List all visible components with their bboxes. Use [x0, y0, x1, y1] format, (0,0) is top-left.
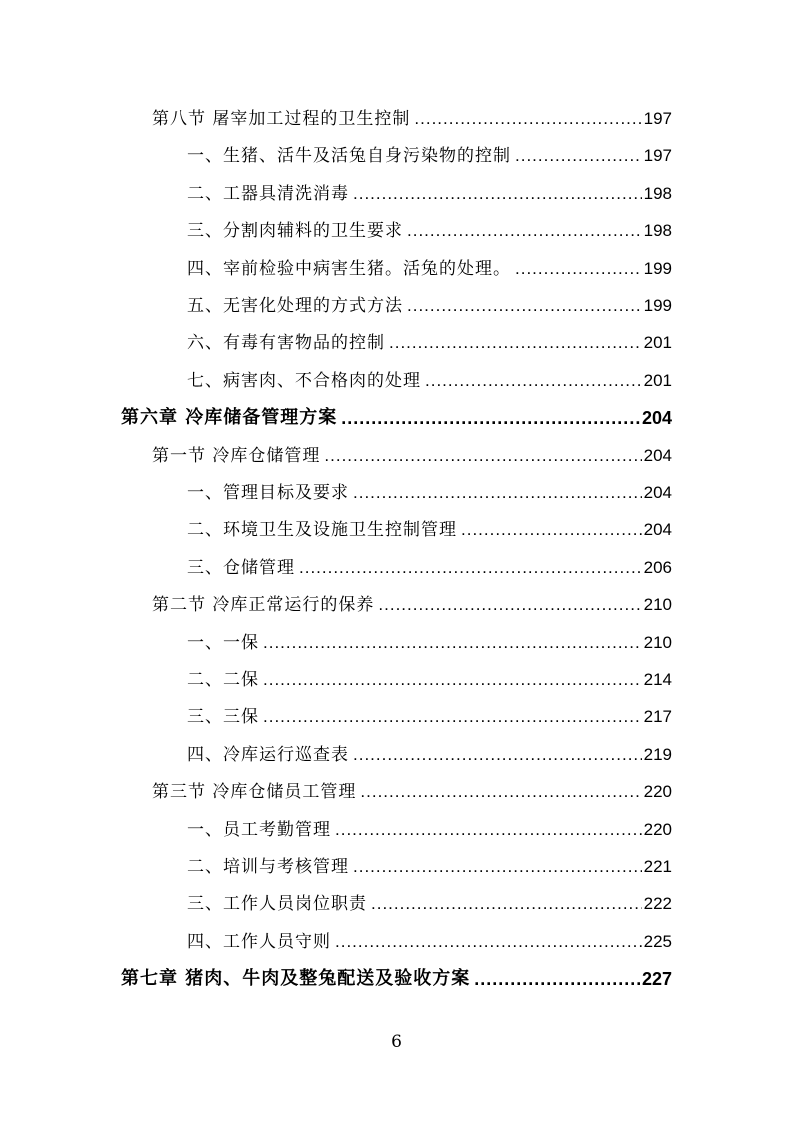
toc-dot-leader	[461, 519, 642, 541]
toc-entry-title: 二、培训与考核管理	[187, 857, 349, 877]
toc-subsection-entry[interactable]	[187, 511, 672, 541]
toc-dot-leader	[474, 968, 640, 990]
toc-entry-page: 220	[643, 819, 672, 839]
toc-entry-title: 一、管理目标及要求	[187, 483, 349, 503]
toc-subsection-entry[interactable]	[187, 661, 672, 691]
toc-entry-title: 四、工作人员守则	[187, 931, 331, 952]
toc-subsection-entry[interactable]	[187, 212, 672, 242]
toc-entry-title: 三、仓储管理	[187, 557, 295, 578]
toc-dot-leader	[414, 108, 641, 130]
toc-entry-title: 第七章 猪肉、牛肉及整兔配送及验收方案	[121, 968, 471, 990]
toc-entry-page: 201	[643, 333, 672, 353]
toc-dot-leader	[515, 145, 642, 167]
toc-dot-leader	[353, 482, 642, 504]
toc-dot-leader	[360, 781, 641, 803]
toc-entry-page: 206	[643, 557, 672, 577]
toc-entry-title: 三、三保	[187, 707, 259, 728]
toc-dot-leader	[407, 295, 642, 317]
toc-entry-page: 217	[643, 707, 672, 727]
toc-chapter-entry[interactable]	[121, 960, 672, 990]
toc-subsection-entry[interactable]	[187, 324, 672, 354]
toc-subsection-entry[interactable]	[187, 362, 672, 392]
toc-section-entry[interactable]	[152, 586, 672, 616]
toc-entry-page: 210	[643, 595, 672, 615]
toc-section-entry[interactable]	[152, 100, 672, 130]
toc-dot-leader	[371, 893, 642, 915]
toc-entry-title: 一、生猪、活牛及活兔自身污染物的控制	[187, 146, 511, 167]
toc-subsection-entry[interactable]	[187, 848, 672, 878]
toc-entry-title: 二、二保	[187, 670, 259, 690]
toc-subsection-entry[interactable]	[187, 549, 672, 579]
toc-entry-page: 204	[643, 483, 672, 502]
toc-dot-leader	[407, 220, 642, 242]
toc-subsection-entry[interactable]	[187, 474, 672, 504]
toc-entry-title: 二、环境卫生及设施卫生控制管理	[187, 520, 457, 541]
toc-entry-page: 204	[643, 520, 672, 540]
toc-dot-leader	[335, 819, 642, 841]
toc-dot-leader	[263, 706, 642, 728]
toc-entry-page: 204	[643, 445, 672, 465]
toc-entry-page: 198	[643, 221, 672, 241]
toc-dot-leader	[263, 669, 642, 691]
toc-entry-title: 四、宰前检验中病害生猪。活兔的处理。	[187, 258, 511, 279]
toc-entry-page: 219	[643, 744, 672, 764]
toc-entry-title: 一、员工考勤管理	[187, 819, 331, 840]
toc-subsection-entry[interactable]	[187, 923, 672, 953]
toc-entry-page: 220	[643, 782, 672, 802]
toc-entry-page: 210	[643, 632, 672, 652]
toc-dot-leader	[299, 557, 642, 579]
toc-chapter-entry[interactable]	[121, 399, 672, 429]
toc-entry-title: 三、工作人员岗位职责	[187, 894, 367, 915]
toc-dot-leader	[353, 183, 642, 205]
toc-entry-page: 225	[643, 931, 672, 951]
toc-entry-title: 七、病害肉、不合格肉的处理	[187, 370, 421, 391]
toc-dot-leader	[378, 594, 641, 616]
toc-subsection-entry[interactable]	[187, 250, 672, 280]
toc-entry-title: 六、有毒有害物品的控制	[187, 333, 385, 354]
toc-entry-page: 204	[641, 408, 672, 429]
toc-subsection-entry[interactable]	[187, 287, 672, 317]
toc-section-entry[interactable]	[152, 773, 672, 803]
toc-subsection-entry[interactable]	[187, 736, 672, 766]
toc-dot-leader	[425, 370, 642, 392]
toc-entry-page: 201	[643, 370, 672, 390]
toc-dot-leader	[335, 931, 642, 953]
toc-section-entry[interactable]	[152, 437, 672, 467]
toc-subsection-entry[interactable]	[187, 624, 672, 654]
toc-entry-title: 第三节 冷库仓储员工管理	[152, 782, 357, 803]
toc-entry-title: 五、无害化处理的方式方法	[187, 296, 403, 316]
toc-dot-leader	[353, 856, 642, 878]
toc-entry-title: 一、一保	[187, 632, 259, 653]
toc-entry-title: 二、工器具清洗消毒	[187, 183, 349, 204]
toc-entry-page: 198	[643, 183, 672, 203]
toc-entry-page: 222	[643, 894, 672, 914]
toc-entry-page: 214	[643, 670, 672, 689]
toc-entry-title: 第六章 冷库储备管理方案	[121, 407, 338, 429]
toc-entry-page: 227	[641, 969, 672, 990]
toc-entry-page: 197	[643, 109, 672, 128]
page-number: 6	[391, 1032, 402, 1052]
toc-entry-title: 第一节 冷库仓储管理	[152, 445, 321, 466]
toc-dot-leader	[324, 445, 641, 467]
toc-entry-title: 三、分割肉辅料的卫生要求	[187, 221, 403, 242]
toc-entry-title: 第八节 屠宰加工过程的卫生控制	[152, 109, 411, 129]
toc-dot-leader	[515, 258, 642, 280]
toc-entry-title: 四、冷库运行巡查表	[187, 744, 349, 765]
toc-subsection-entry[interactable]	[187, 698, 672, 728]
toc-subsection-entry[interactable]	[187, 137, 672, 167]
toc-dot-leader	[389, 332, 642, 354]
toc-entry-page: 199	[643, 296, 672, 315]
toc-dot-leader	[263, 632, 642, 654]
toc-entry-page: 197	[643, 146, 672, 166]
toc-subsection-entry[interactable]	[187, 885, 672, 915]
toc-entry-title: 第二节 冷库正常运行的保养	[152, 595, 375, 616]
toc-entry-page: 199	[643, 258, 672, 278]
toc-dot-leader	[341, 407, 640, 429]
toc-subsection-entry[interactable]	[187, 175, 672, 205]
toc-dot-leader	[353, 744, 642, 766]
toc-subsection-entry[interactable]	[187, 811, 672, 841]
toc-entry-page: 221	[643, 857, 672, 876]
